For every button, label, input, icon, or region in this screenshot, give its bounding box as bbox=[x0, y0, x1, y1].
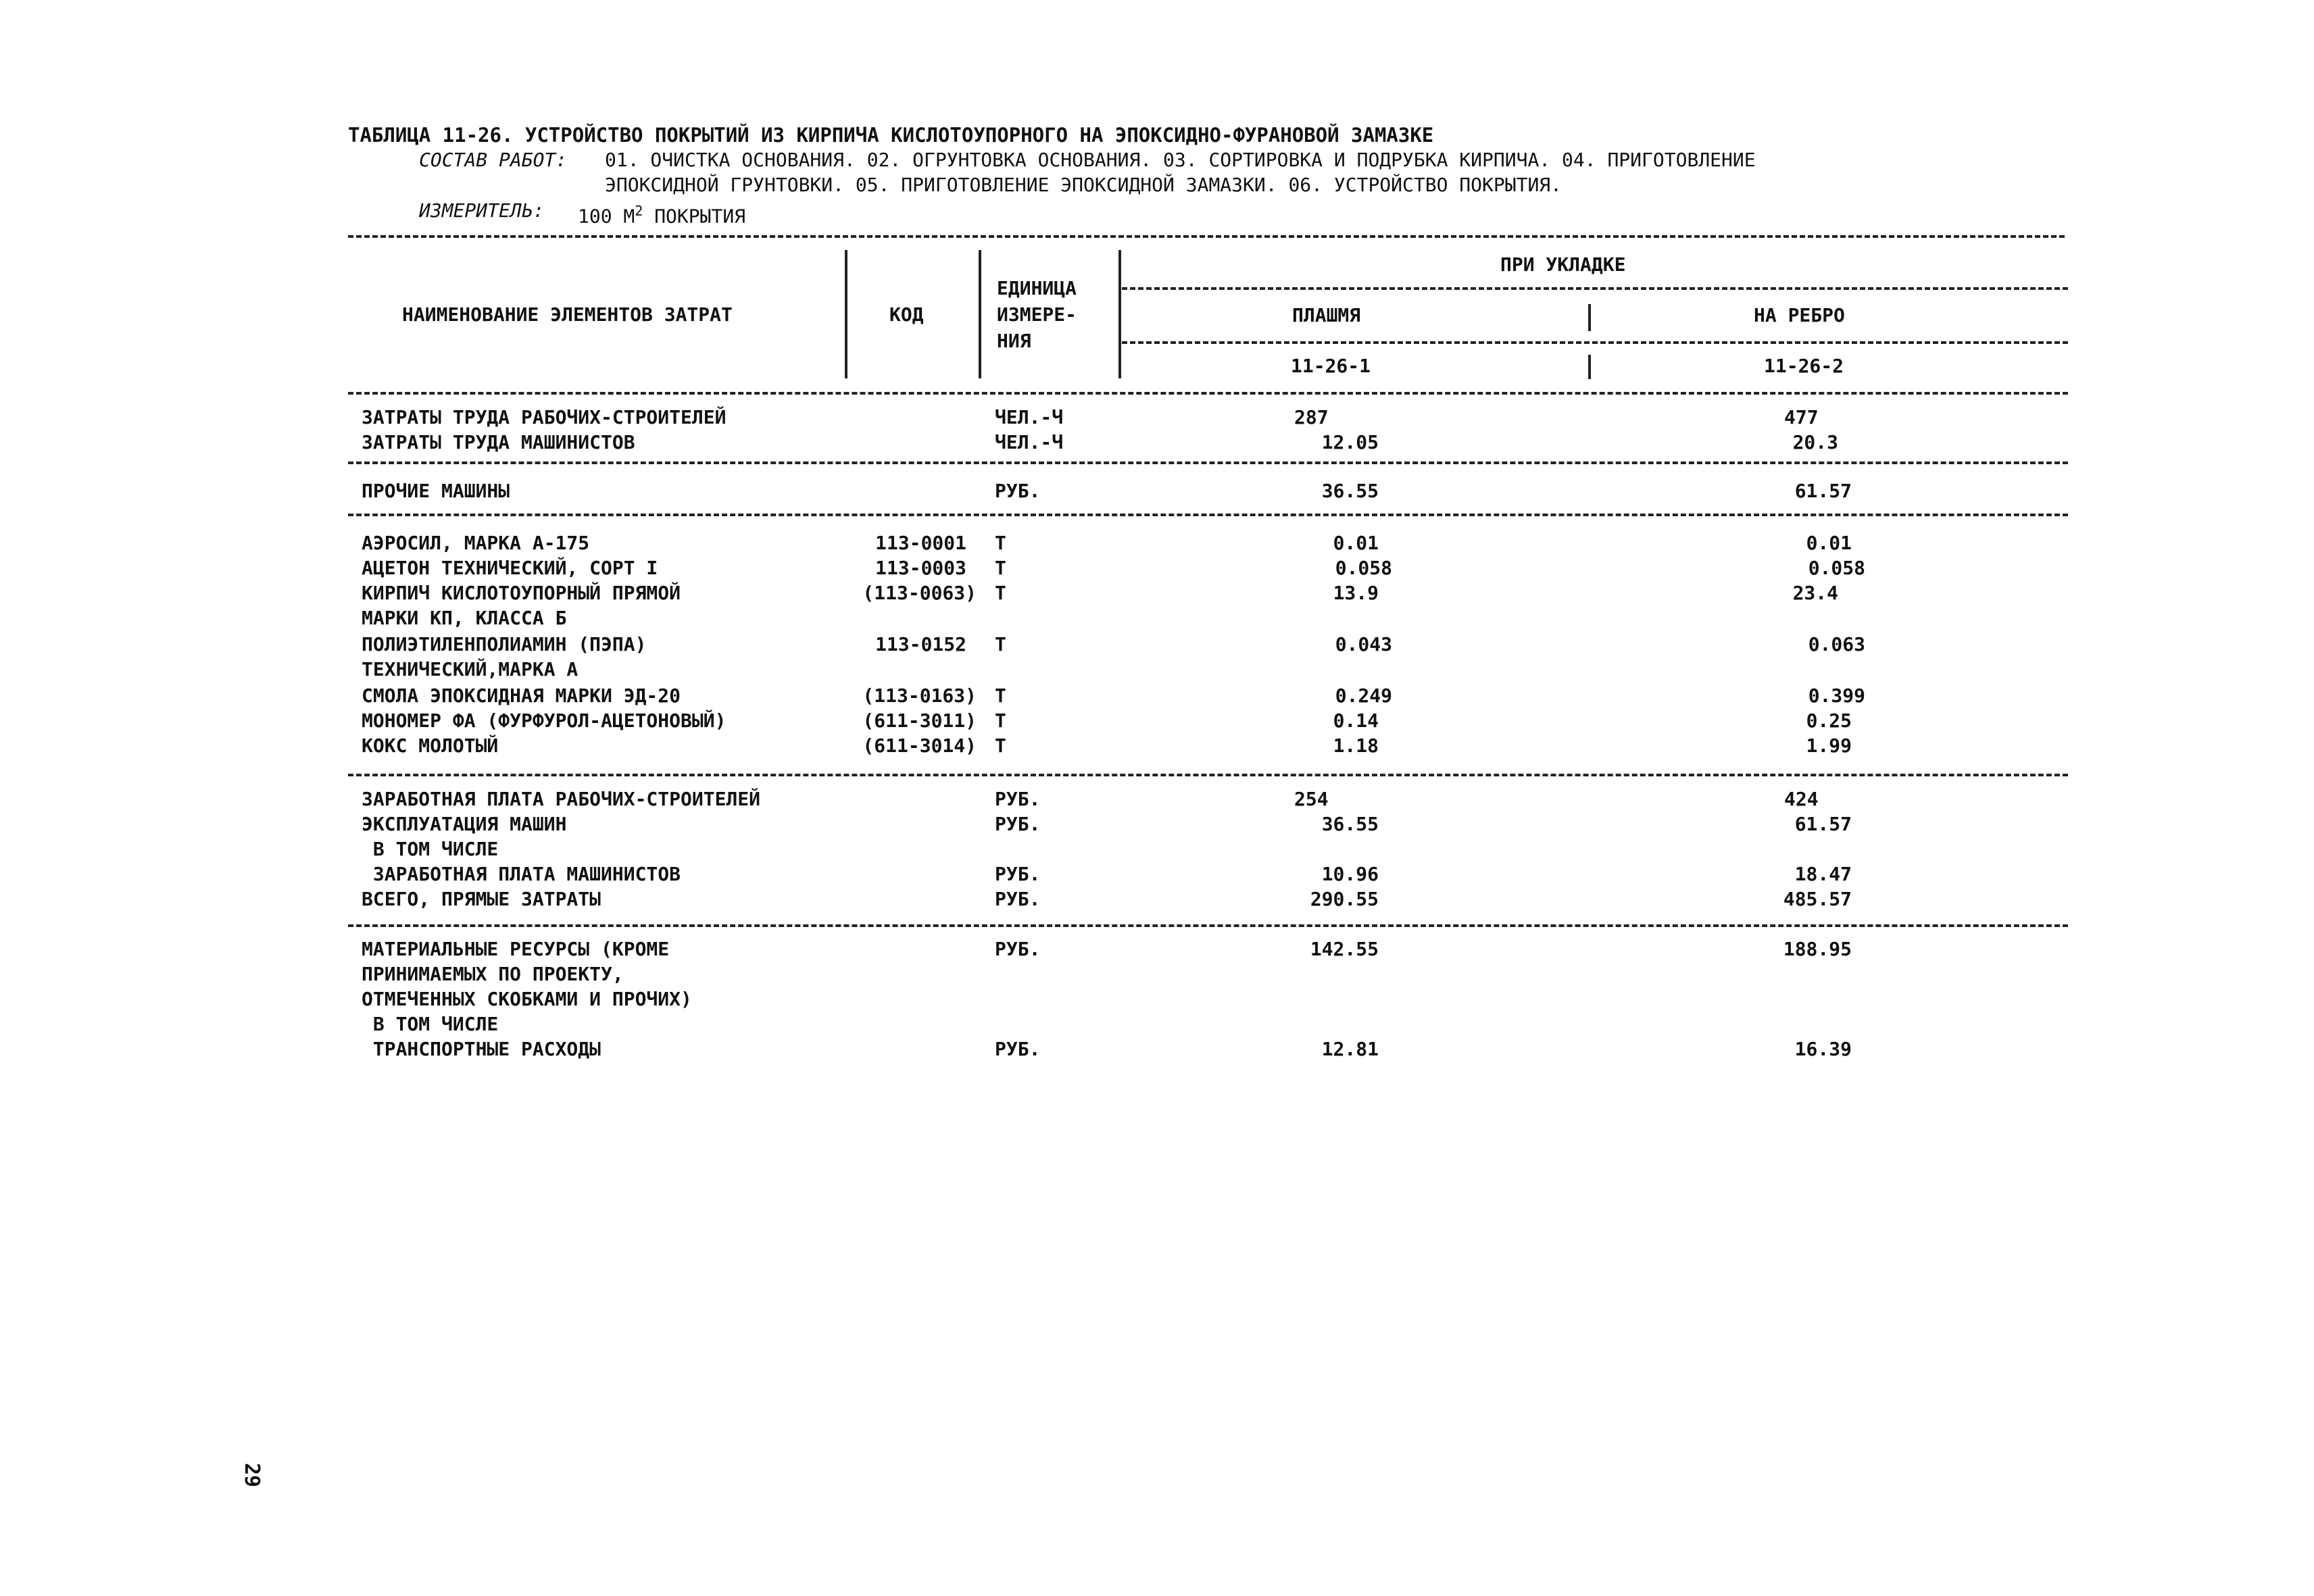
row-value-2: 20.3 bbox=[1792, 431, 1838, 453]
row-unit: РУБ. bbox=[995, 888, 1041, 910]
header-col1-code: 11-26-1 bbox=[1291, 355, 1371, 377]
row-value-1: 0.058 bbox=[1335, 557, 1392, 579]
header-unit-3: НИЯ bbox=[997, 330, 1031, 352]
row-unit: Т bbox=[995, 582, 1006, 604]
row-unit: РУБ. bbox=[995, 863, 1041, 885]
meter-value: 100 $М^2$ ПОКРЫТИЯ bbox=[578, 203, 746, 228]
row-value-2: 23.4 bbox=[1792, 582, 1838, 604]
section-rule-1 bbox=[348, 462, 2068, 464]
row-value-1: 0.249 bbox=[1335, 684, 1392, 707]
row-value-1: 287 bbox=[1294, 406, 1329, 428]
row-value-2: 1.99 bbox=[1806, 734, 1852, 757]
header-name: НАИМЕНОВАНИЕ ЭЛЕМЕНТОВ ЗАТРАТ bbox=[402, 303, 733, 326]
row-value-2: 485.57 bbox=[1783, 888, 1852, 910]
row-unit: Т bbox=[995, 557, 1006, 579]
row-unit: Т bbox=[995, 633, 1006, 655]
page-number: 29 bbox=[240, 1463, 264, 1488]
row-value-1: 36.55 bbox=[1321, 813, 1379, 835]
row-value-1: 36.55 bbox=[1321, 480, 1379, 502]
row-unit: ЧЕЛ.-Ч bbox=[995, 406, 1064, 428]
row-unit: Т bbox=[995, 684, 1006, 707]
header-divider-4a bbox=[1588, 304, 1591, 331]
row-code: 113-0001 bbox=[875, 532, 966, 554]
row-unit: Т bbox=[995, 734, 1006, 757]
row-name: ЗАРАБОТНАЯ ПЛАТА РАБОЧИХ-СТРОИТЕЛЕЙ bbox=[362, 788, 761, 810]
composition-label: СОСТАВ РАБОТ: bbox=[419, 149, 568, 171]
header-group: ПРИ УКЛАДКЕ bbox=[1500, 253, 1626, 276]
header-top-rule bbox=[348, 235, 2065, 238]
row-value-1: 0.14 bbox=[1333, 709, 1379, 732]
row-code: 113-0152 bbox=[875, 633, 966, 655]
row-value-1: 13.9 bbox=[1333, 582, 1379, 604]
row-name: ТЕХНИЧЕСКИЙ,МАРКА А bbox=[362, 658, 578, 680]
row-value-1: 254 bbox=[1294, 788, 1329, 810]
row-code: (611-3011) bbox=[862, 709, 977, 732]
row-unit: Т bbox=[995, 709, 1006, 732]
row-value-1: 10.96 bbox=[1321, 863, 1379, 885]
row-value-1: 0.01 bbox=[1333, 532, 1379, 554]
row-name: ЭКСПЛУАТАЦИЯ МАШИН bbox=[362, 813, 567, 835]
row-name: ТРАНСПОРТНЫЕ РАСХОДЫ bbox=[362, 1038, 601, 1060]
row-unit: РУБ. bbox=[995, 480, 1041, 502]
row-unit: РУБ. bbox=[995, 938, 1041, 960]
row-unit: РУБ. bbox=[995, 813, 1041, 835]
row-name: АЦЕТОН ТЕХНИЧЕСКИЙ, СОРТ I bbox=[362, 557, 658, 579]
row-name: МАРКИ КП, КЛАССА Б bbox=[362, 607, 567, 629]
header-unit-1: ЕДИНИЦА bbox=[997, 277, 1077, 299]
section-rule-3 bbox=[348, 774, 2068, 776]
header-col2: НА РЕБРО bbox=[1754, 304, 1845, 326]
section-rule-2 bbox=[348, 514, 2068, 516]
row-value-2: 16.39 bbox=[1794, 1038, 1852, 1060]
header-bottom-rule bbox=[348, 392, 2068, 395]
header-divider-2 bbox=[979, 250, 981, 378]
row-value-1: 12.81 bbox=[1321, 1038, 1379, 1060]
row-name: ПРОЧИЕ МАШИНЫ bbox=[362, 480, 510, 502]
row-value-2: 61.57 bbox=[1794, 813, 1852, 835]
row-value-2: 0.25 bbox=[1806, 709, 1852, 732]
row-name: АЭРОСИЛ, МАРКА А-175 bbox=[362, 532, 590, 554]
row-name: ВСЕГО, ПРЯМЫЕ ЗАТРАТЫ bbox=[362, 888, 601, 910]
row-unit: РУБ. bbox=[995, 788, 1041, 810]
group-rule bbox=[1122, 287, 2068, 290]
row-value-2: 188.95 bbox=[1783, 938, 1852, 960]
row-value-1: 0.043 bbox=[1335, 633, 1392, 655]
row-value-2: 424 bbox=[1784, 788, 1819, 810]
row-name: В ТОМ ЧИСЛЕ bbox=[362, 1013, 499, 1035]
row-code: 113-0003 bbox=[875, 557, 966, 579]
row-name: МОНОМЕР ФА (ФУРФУРОЛ-АЦЕТОНОВЫЙ) bbox=[362, 709, 727, 732]
row-value-1: 290.55 bbox=[1310, 888, 1379, 910]
row-value-1: 1.18 bbox=[1333, 734, 1379, 757]
row-value-2: 0.058 bbox=[1808, 557, 1865, 579]
row-unit: ЧЕЛ.-Ч bbox=[995, 431, 1064, 453]
header-col2-code: 11-26-2 bbox=[1764, 355, 1844, 377]
header-col1: ПЛАШМЯ bbox=[1292, 304, 1361, 326]
row-name: ПОЛИЭТИЛЕНПОЛИАМИН (ПЭПА) bbox=[362, 633, 647, 655]
row-code: (113-0063) bbox=[862, 582, 977, 604]
row-name: МАТЕРИАЛЬНЫЕ РЕСУРСЫ (КРОМЕ bbox=[362, 938, 670, 960]
header-unit-2: ИЗМЕРЕ- bbox=[997, 303, 1077, 326]
row-value-2: 61.57 bbox=[1794, 480, 1852, 502]
row-value-1: 142.55 bbox=[1310, 938, 1379, 960]
meter-label: ИЗМЕРИТЕЛЬ: bbox=[419, 199, 545, 222]
row-name: ПРИНИМАЕМЫХ ПО ПРОЕКТУ, bbox=[362, 963, 624, 985]
row-name: ЗАТРАТЫ ТРУДА РАБОЧИХ-СТРОИТЕЛЕЙ bbox=[362, 406, 727, 428]
subheader-rule bbox=[1122, 341, 2068, 344]
row-unit: РУБ. bbox=[995, 1038, 1041, 1060]
row-unit: Т bbox=[995, 532, 1006, 554]
row-name: КОКС МОЛОТЫЙ bbox=[362, 734, 499, 757]
row-value-2: 0.063 bbox=[1808, 633, 1865, 655]
row-name: КИРПИЧ КИСЛОТОУПОРНЫЙ ПРЯМОЙ bbox=[362, 582, 681, 604]
section-rule-4 bbox=[348, 924, 2068, 927]
row-code: (113-0163) bbox=[862, 684, 977, 707]
header-code: КОД bbox=[889, 303, 924, 326]
row-name: ЗАТРАТЫ ТРУДА МАШИНИСТОВ bbox=[362, 431, 635, 453]
row-name: В ТОМ ЧИСЛЕ bbox=[362, 838, 499, 860]
header-divider-3 bbox=[1118, 250, 1121, 378]
row-value-2: 0.01 bbox=[1806, 532, 1852, 554]
row-value-2: 18.47 bbox=[1794, 863, 1852, 885]
composition-line-1: 01. ОЧИСТКА ОСНОВАНИЯ. 02. ОГРУНТОВКА ОСНОВАНИЯ. 03. СОРТИРОВКА И ПОДРУБКА КИРПИЧА. 04. ПРИГОТОВЛЕНИЕ bbox=[605, 149, 1756, 171]
row-value-2: 477 bbox=[1784, 406, 1819, 428]
header-divider-4b bbox=[1588, 355, 1591, 379]
row-value-1: 12.05 bbox=[1321, 431, 1379, 453]
row-value-2: 0.399 bbox=[1808, 684, 1865, 707]
composition-line-2: ЭПОКСИДНОЙ ГРУНТОВКИ. 05. ПРИГОТОВЛЕНИЕ ЭПОКСИДНОЙ ЗАМАЗКИ. 06. УСТРОЙСТВО ПОКРЫТИЯ. bbox=[605, 174, 1562, 196]
row-name: ОТМЕЧЕННЫХ СКОБКАМИ И ПРОЧИХ) bbox=[362, 988, 692, 1010]
header-divider-1 bbox=[845, 250, 847, 378]
table-title: ТАБЛИЦА 11-26. УСТРОЙСТВО ПОКРЫТИЙ ИЗ КИРПИЧА КИСЛОТОУПОРНОГО НА ЭПОКСИДНО-ФУРАНОВОЙ ЗАМАЗКЕ bbox=[348, 124, 1434, 147]
row-name: СМОЛА ЭПОКСИДНАЯ МАРКИ ЭД-20 bbox=[362, 684, 681, 707]
row-name: ЗАРАБОТНАЯ ПЛАТА МАШИНИСТОВ bbox=[362, 863, 681, 885]
row-code: (611-3014) bbox=[862, 734, 977, 757]
